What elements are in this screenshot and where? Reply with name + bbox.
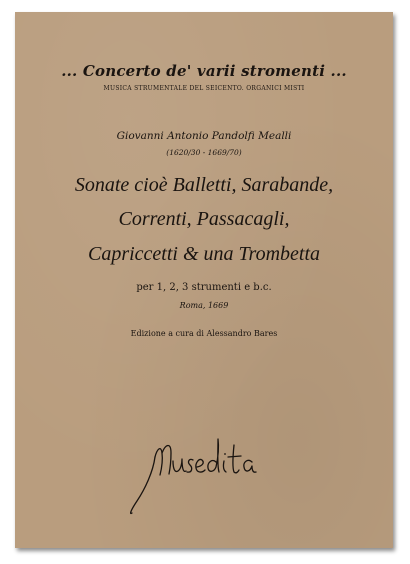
composer-name: Giovanni Antonio Pandolfi Mealli — [116, 130, 292, 142]
editor-credit: Edizione a cura di Alessandro Bares — [130, 329, 278, 338]
composer-dates: (1620/30 - 1669/70) — [166, 148, 242, 157]
work-title-line-3: Capriccetti & una Trombetta — [87, 243, 321, 265]
instrumentation: per 1, 2, 3 strumenti e b.c. — [136, 282, 272, 293]
score-cover — [15, 12, 393, 548]
work-title-line-2: Correnti, Passacagli, — [118, 208, 290, 230]
series-title: ... Concerto de' varii stromenti ... — [61, 62, 347, 80]
musedita-logo — [115, 427, 295, 527]
place-date: Roma, 1669 — [179, 301, 229, 310]
series-subtitle: MUSICA STRUMENTALE DEL SEICENTO. ORGANICI MISTI — [103, 85, 305, 92]
work-title-line-1: Sonate cioè Balletti, Sarabande, — [74, 174, 334, 196]
